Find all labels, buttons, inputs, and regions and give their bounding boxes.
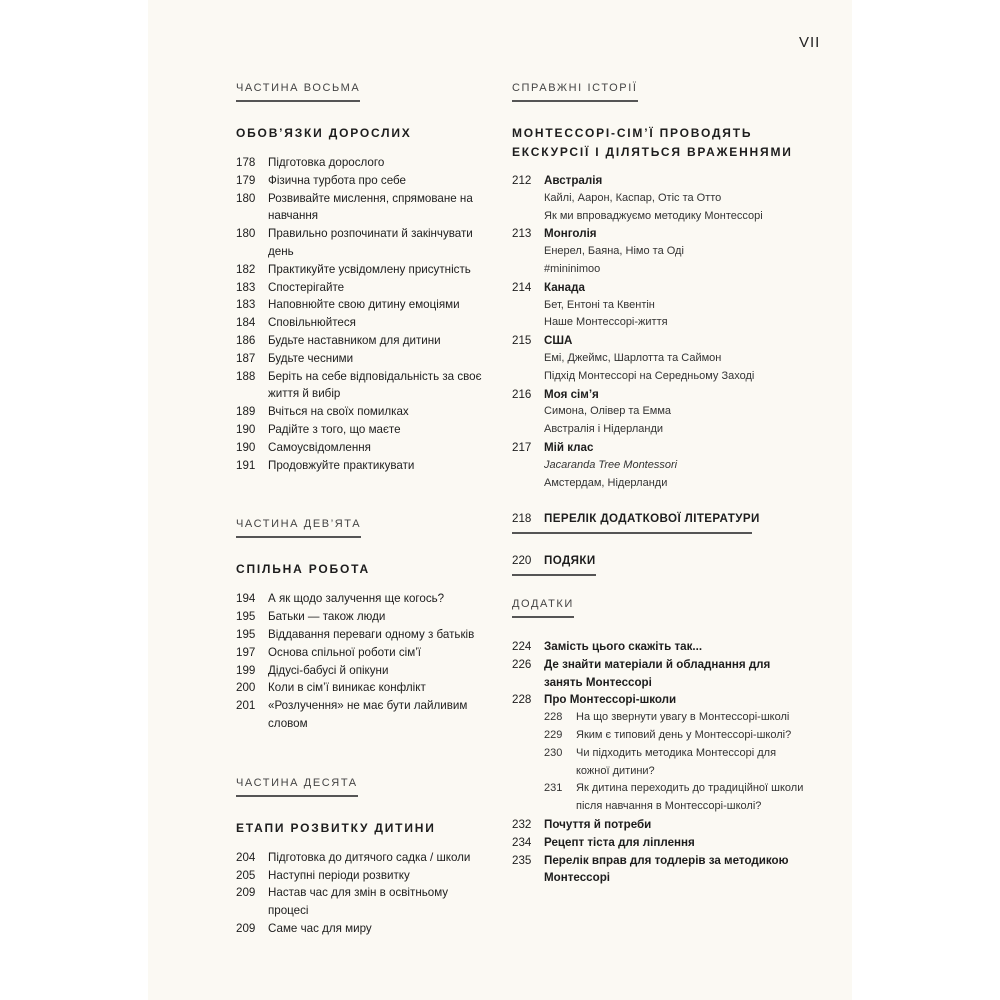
entry-title: Розвивайте мислення, спрямоване на навчання — [268, 191, 473, 223]
entry-page: 213 — [512, 227, 532, 241]
toc-entry — [512, 439, 812, 457]
entry-title: Радійте з того, що маєте — [268, 422, 401, 436]
entry-title: Практикуйте усвідомлену присутність — [268, 262, 471, 276]
entry-page: 204 — [236, 850, 256, 864]
entry-page: 180 — [236, 227, 256, 241]
entry-title: Перелік вправ для тодлерів за методикою Монтессорі — [544, 853, 789, 885]
toc-entry — [512, 638, 812, 656]
entry-title: Як дитина переходить до традиційної школи після навчання в Монтессорі-школі? — [576, 782, 804, 813]
real-stories — [512, 78, 812, 492]
entry-page: 195 — [236, 610, 256, 624]
toc-left-column — [236, 78, 486, 938]
part-ten — [236, 773, 486, 938]
toc-entry — [236, 190, 486, 226]
entry-page: 191 — [236, 458, 256, 472]
part-label: ЧАСТИНА ДЕСЯТА — [236, 777, 358, 797]
part-title: МОНТЕССОРІ-СІМ’Ї ПРОВОДЯТЬ ЕКСКУРСІЇ І ДІЛЯТЬСЯ ВРАЖЕННЯМИ — [512, 126, 793, 159]
toc-entries — [236, 590, 486, 732]
entry-page: 229 — [544, 728, 563, 741]
entry-title: США — [544, 334, 573, 348]
entry-title: Саме час для миру — [268, 921, 372, 935]
entry-page: 190 — [236, 422, 256, 436]
entry-title: Канада — [544, 280, 585, 294]
entry-title: Замість цього скажіть так... — [544, 639, 703, 653]
toc-entry — [236, 884, 486, 920]
appendix — [512, 594, 812, 887]
toc-entry-reading — [512, 510, 812, 528]
part-title: ЕТАПИ РОЗВИТКУ ДИТИНИ — [236, 820, 436, 835]
story-entries — [512, 172, 812, 492]
toc-entries — [236, 154, 486, 474]
entry-page: 212 — [512, 174, 532, 187]
entry-page: 209 — [236, 886, 256, 900]
part-eight — [236, 78, 486, 474]
toc-entry — [236, 154, 486, 172]
entry-title: Віддавання переваги одному з батьків — [268, 627, 475, 641]
entry-page: 197 — [236, 645, 256, 659]
entry-title: Рецепт тіста для ліплення — [544, 835, 695, 849]
toc-entry — [512, 279, 812, 297]
entry-title: Коли в сім’ї виникає конфлікт — [268, 681, 426, 695]
entry-title: Підготовка до дитячого садка / школи — [268, 850, 471, 864]
toc-entry — [236, 350, 486, 368]
toc-sub-entry — [512, 727, 812, 745]
entry-page: 187 — [236, 351, 256, 365]
entry-title: Сповільнюйтеся — [268, 316, 356, 330]
entry-title: Мій клас — [544, 440, 594, 454]
entry-title: Австралія — [544, 174, 603, 187]
entry-title: Моя сім’я — [544, 387, 599, 401]
entry-page: 226 — [512, 657, 532, 671]
toc-entry — [236, 296, 486, 314]
part-label: ЧАСТИНА ВОСЬМА — [236, 82, 360, 102]
entry-title: Почуття й потреби — [544, 817, 652, 831]
toc-entry — [236, 403, 486, 421]
entry-names: Емі, Джеймс, Шарлотта та Саймон — [544, 351, 722, 364]
entry-title: Продовжуйте практикувати — [268, 458, 415, 472]
toc-entry — [512, 816, 812, 834]
entry-names: Jacaranda Tree Montessori — [544, 458, 678, 471]
entry-note: Австралія і Нідерланди — [544, 423, 664, 436]
entry-title: ПЕРЕЛІК ДОДАТКОВОЇ ЛІТЕРАТУРИ — [544, 512, 760, 526]
entry-title: Монголія — [544, 227, 597, 241]
entry-page: 232 — [512, 817, 532, 831]
toc-entry — [236, 261, 486, 279]
entry-page: 178 — [236, 156, 256, 169]
toc-entry — [236, 279, 486, 297]
entry-title: Будьте чесними — [268, 351, 354, 365]
toc-entry — [236, 697, 486, 733]
part-nine — [236, 514, 486, 732]
entry-page: 228 — [544, 711, 563, 724]
entry-title: Самоусвідомлення — [268, 440, 371, 454]
entry-title: Яким є типовий день у Монтессорі-школі? — [576, 728, 792, 741]
toc-entry-thanks — [512, 552, 812, 570]
toc-sub-entry — [512, 745, 812, 781]
entry-page: 183 — [236, 280, 256, 294]
toc-entry — [236, 314, 486, 332]
toc-entry — [236, 421, 486, 439]
entry-page: 201 — [236, 699, 256, 713]
entry-page: 228 — [512, 693, 532, 707]
toc-entry — [236, 644, 486, 662]
toc-entry — [236, 590, 486, 608]
entry-title: Наступні періоди розвитку — [268, 868, 410, 882]
toc-entries — [512, 816, 812, 887]
entry-title: Беріть на себе відповідальність за своє життя й вибір — [268, 369, 482, 401]
entry-page: 217 — [512, 440, 532, 454]
part-title: СПІЛЬНА РОБОТА — [236, 562, 370, 577]
toc-entry — [512, 834, 812, 852]
entry-names: Симона, Олівер та Емма — [544, 405, 672, 418]
entry-page: 180 — [236, 191, 256, 205]
entry-page: 189 — [236, 405, 256, 419]
toc-entry — [236, 920, 486, 938]
toc-sub-entry — [512, 709, 812, 727]
entry-note: #mininimoo — [544, 262, 601, 275]
entry-title: Підготовка дорослого — [268, 156, 385, 169]
toc-entry — [236, 849, 486, 867]
entry-title: А як щодо залучення ще когось? — [268, 592, 445, 606]
toc-entry — [512, 225, 812, 243]
toc-entry — [236, 608, 486, 626]
entry-title: Батьки — також люди — [268, 610, 386, 624]
part-label: ЧАСТИНА ДЕВ’ЯТА — [236, 518, 361, 538]
part-label: СПРАВЖНІ ІСТОРІЇ — [512, 82, 638, 102]
entry-title: Правильно розпочинати й закінчувати день — [268, 227, 473, 258]
entry-note: Амстердам, Нідерланди — [544, 476, 668, 489]
part-label: ДОДАТКИ — [512, 598, 574, 618]
entry-title: Наповнюйте свою дитину емоціями — [268, 298, 460, 312]
entry-page: 215 — [512, 334, 532, 348]
entry-page: 182 — [236, 262, 256, 276]
entry-title: «Розлучення» не має бути лайливим словом — [268, 699, 468, 730]
toc-entry — [236, 332, 486, 350]
entry-page: 234 — [512, 835, 532, 849]
toc-right-column — [512, 78, 812, 887]
entry-title: Дідусі-бабусі й опікуни — [268, 663, 389, 677]
toc-sub-entry — [512, 780, 812, 816]
entry-page: 195 — [236, 627, 256, 641]
entry-page: 188 — [236, 369, 256, 383]
entry-page: 179 — [236, 173, 256, 187]
entry-title: Будьте наставником для дитини — [268, 333, 441, 347]
toc-entry — [236, 439, 486, 457]
entry-page: 224 — [512, 639, 532, 653]
entry-page: 194 — [236, 592, 256, 606]
toc-entry — [512, 691, 812, 709]
entry-page: 235 — [512, 853, 532, 867]
toc-entry — [512, 852, 812, 888]
divider — [512, 532, 752, 534]
divider — [512, 574, 596, 576]
toc-entry — [236, 662, 486, 680]
entry-title: На що звернути увагу в Монтессорі-школі — [576, 711, 790, 724]
part-title: ОБОВ’ЯЗКИ ДОРОСЛИХ — [236, 126, 412, 140]
entry-page: 183 — [236, 298, 256, 312]
toc-entry — [512, 386, 812, 404]
entry-names: Енерел, Баяна, Німо та Оді — [544, 245, 684, 258]
toc-entry — [236, 368, 486, 404]
entry-page: 205 — [236, 868, 256, 882]
entry-title: Настав час для змін в освітньому процесі — [268, 886, 449, 918]
entry-title: ПОДЯКИ — [544, 554, 596, 568]
toc-entry — [236, 457, 486, 475]
toc-entries — [512, 638, 812, 709]
toc-entry — [236, 225, 486, 261]
entry-page: 220 — [512, 554, 532, 568]
toc-entry — [512, 172, 812, 190]
toc-entry — [236, 172, 486, 190]
entry-names: Бет, Ентоні та Квентін — [544, 298, 655, 311]
entry-page: 231 — [544, 782, 563, 795]
entry-page: 199 — [236, 663, 256, 677]
entry-page: 214 — [512, 280, 532, 294]
entry-title: Фізична турбота про себе — [268, 173, 406, 187]
entry-page: 190 — [236, 440, 256, 454]
entry-page: 209 — [236, 921, 256, 935]
entry-note: Підхід Монтессорі на Середньому Заході — [544, 369, 755, 382]
entry-names: Кайлі, Аарон, Каспар, Отіс та Отто — [544, 191, 722, 204]
entry-page: 230 — [544, 746, 563, 759]
toc-entry — [236, 626, 486, 644]
toc-entry — [512, 656, 812, 692]
entry-page: 186 — [236, 333, 256, 347]
entry-title: Спостерігайте — [268, 280, 345, 294]
entry-note: Як ми впроваджуємо методику Монтессорі — [544, 209, 763, 222]
entry-title: Вчіться на своїх помилках — [268, 405, 409, 419]
entry-title: Де знайти матеріали й обладнання для занять Монтессорі — [544, 657, 771, 689]
entry-title: Основа спільної роботи сім’ї — [268, 645, 421, 659]
entry-page: 200 — [236, 681, 256, 695]
entry-title: Чи підходить методика Монтессорі для кожної дитини? — [576, 746, 777, 777]
entry-note: Наше Монтессорі-життя — [544, 316, 668, 329]
entry-page: 184 — [236, 316, 256, 330]
page-number: VII — [799, 34, 821, 51]
toc-sub-entries — [512, 709, 812, 816]
toc-entries — [236, 849, 486, 938]
entry-page: 216 — [512, 387, 532, 401]
entry-title: Про Монтессорі-школи — [544, 693, 677, 707]
toc-entry — [236, 867, 486, 885]
entry-page: 218 — [512, 512, 532, 526]
toc-entry — [512, 332, 812, 350]
toc-entry — [236, 679, 486, 697]
